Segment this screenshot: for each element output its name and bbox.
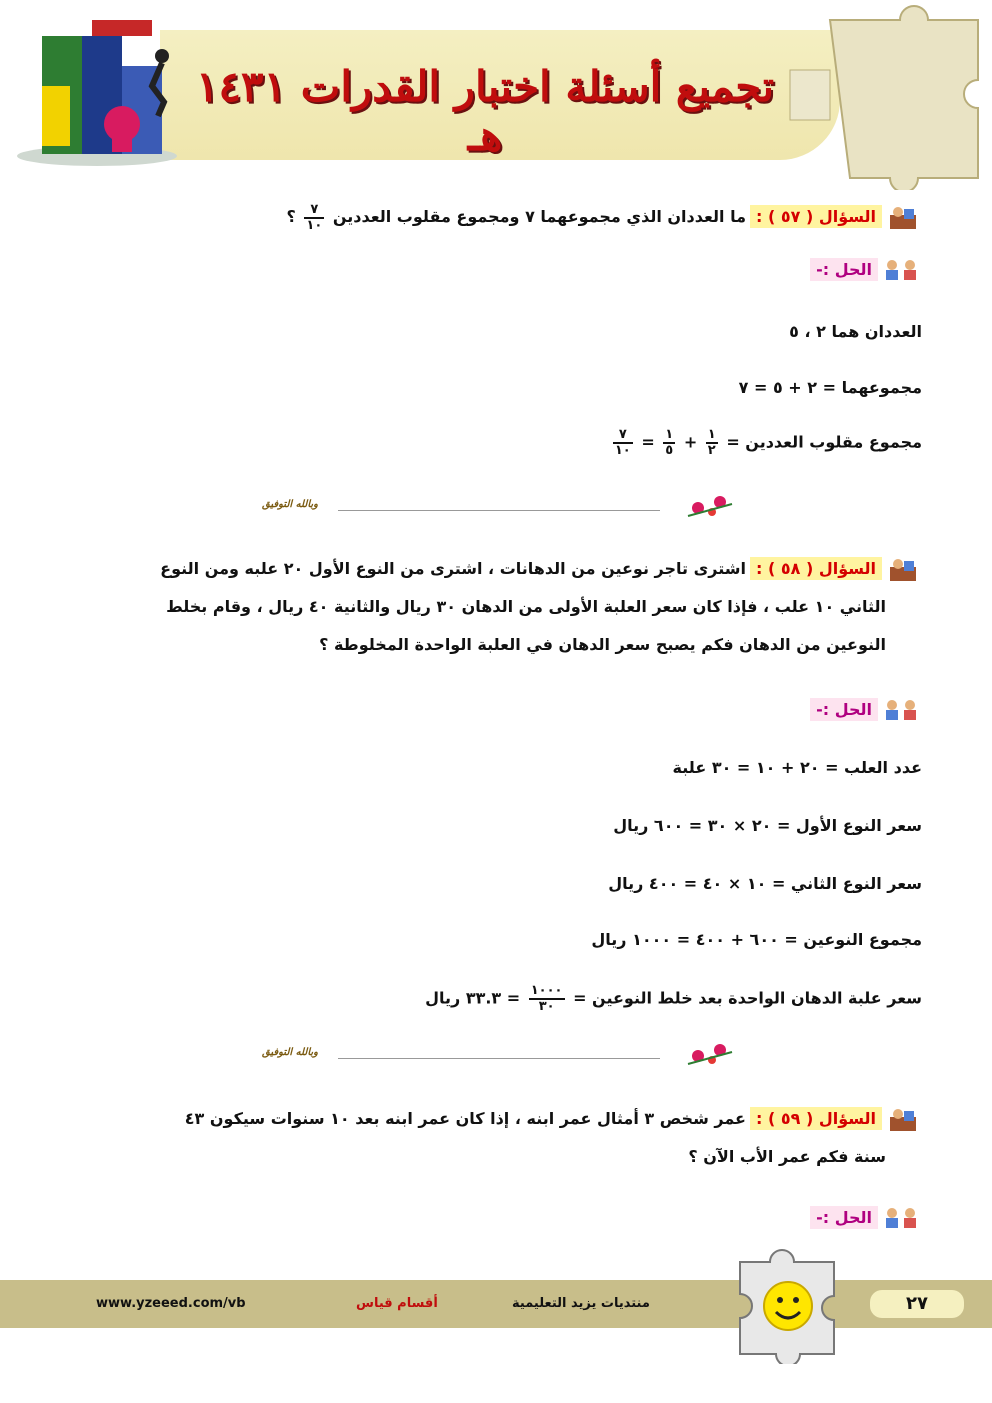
solution-label-row [810,258,922,282]
footer-section: أقسام قياس [356,1296,438,1311]
divider-text: وبالله التوفيق [262,1047,319,1058]
answer-line: العددان هما ٢ ، ٥ [789,322,922,341]
fraction: $\frac{٧}{١٠}$ [306,201,323,233]
answer-line: سعر النوع الثاني = ١٠ × ٤٠ = ٤٠٠ ريال [608,874,922,893]
answer-text: = ٣٣.٣ ريال [425,988,521,1008]
fraction: $\frac{١٠٠٠}{٣٠}$ [530,983,563,1014]
solution-label-row [810,1206,922,1230]
page-title: تجميع أسئلة اختبار القدرات ١٤٣١ هـ [195,62,775,160]
answer-line: سعر النوع الأول = ٢٠ × ٣٠ = ٦٠٠ ريال [613,816,922,835]
question-mark: ؟ [286,207,296,226]
answer-line: مجموعهما = ٢ + ٥ = ٧ [738,378,922,397]
student-reading-icon [886,1107,922,1133]
students-icon [882,1206,922,1230]
answer-text: سعر علبة الدهان الواحدة بعد خلط النوعين = [573,988,922,1008]
solution-label: الحل :- [810,258,878,281]
flowers-icon [682,494,738,520]
solution-label: الحل :- [810,698,878,721]
answer-text: مجموع مقلوب العددين = [726,432,922,452]
operator: = [641,432,655,452]
question-label: السؤال ( ٥٨ ) : [750,557,882,580]
question-59 [92,1100,922,1176]
question-line [62,198,922,236]
footer-forum: منتديات يزيد التعليمية [512,1296,650,1311]
fraction: $\frac{١}{٢}$ [707,427,716,458]
answer-line: مجموع النوعين = ٦٠٠ + ٤٠٠ = ١٠٠٠ ريال [591,930,922,949]
footer-url[interactable]: www.yzeeed.com/vb [96,1296,246,1311]
students-icon [882,258,922,282]
question-57 [62,198,922,236]
question-text: اشترى تاجر نوعين من الدهانات ، اشترى من النوع الأول ٢٠ علبه ومن النوع [160,559,746,578]
divider [262,1042,740,1070]
page-header [0,0,992,190]
answer-line-fraction [425,984,922,1014]
answer-line-fractions [610,428,922,458]
divider-text: وبالله التوفيق [262,499,319,510]
question-label: السؤال ( ٥٧ ) : [750,205,882,228]
blocks-logo-icon [12,6,182,166]
puzzle-pieces-icon [770,0,992,190]
divider [262,494,740,522]
fraction: $\frac{٧}{١٠}$ [614,427,631,458]
question-text: عمر شخص ٣ أمثال عمر ابنه ، إذا كان عمر ابنه بعد ١٠ سنوات سيكون ٤٣ [184,1109,746,1128]
question-58 [92,550,922,664]
flowers-icon [682,1042,738,1068]
smiley-puzzle-icon [726,1232,854,1364]
student-reading-icon [886,557,922,583]
student-reading-icon [886,205,922,231]
fraction: $\frac{١}{٥}$ [665,427,674,458]
question-label: السؤال ( ٥٩ ) : [750,1107,882,1130]
question-text: سنة فكم عمر الأب الآن ؟ [688,1147,886,1166]
operator: + [683,432,698,452]
students-icon [882,698,922,722]
question-text: ما العددان الذي مجموعهما ٧ ومجموع مقلوب العددين [332,207,746,226]
solution-label-row [810,698,922,722]
question-text: النوعين من الدهان فكم يصبح سعر الدهان في العلبة الواحدة المخلوطة ؟ [319,635,886,654]
answer-line: عدد العلب = ٢٠ + ١٠ = ٣٠ علبة [672,758,922,777]
question-text: الثاني ١٠ علب ، فإذا كان سعر العلبة الأولى من الدهان ٣٠ ريال والثانية ٤٠ ريال ، وقام بخلط [166,597,886,616]
page-number: ٢٧ [870,1290,964,1318]
solution-label: الحل :- [810,1206,878,1229]
